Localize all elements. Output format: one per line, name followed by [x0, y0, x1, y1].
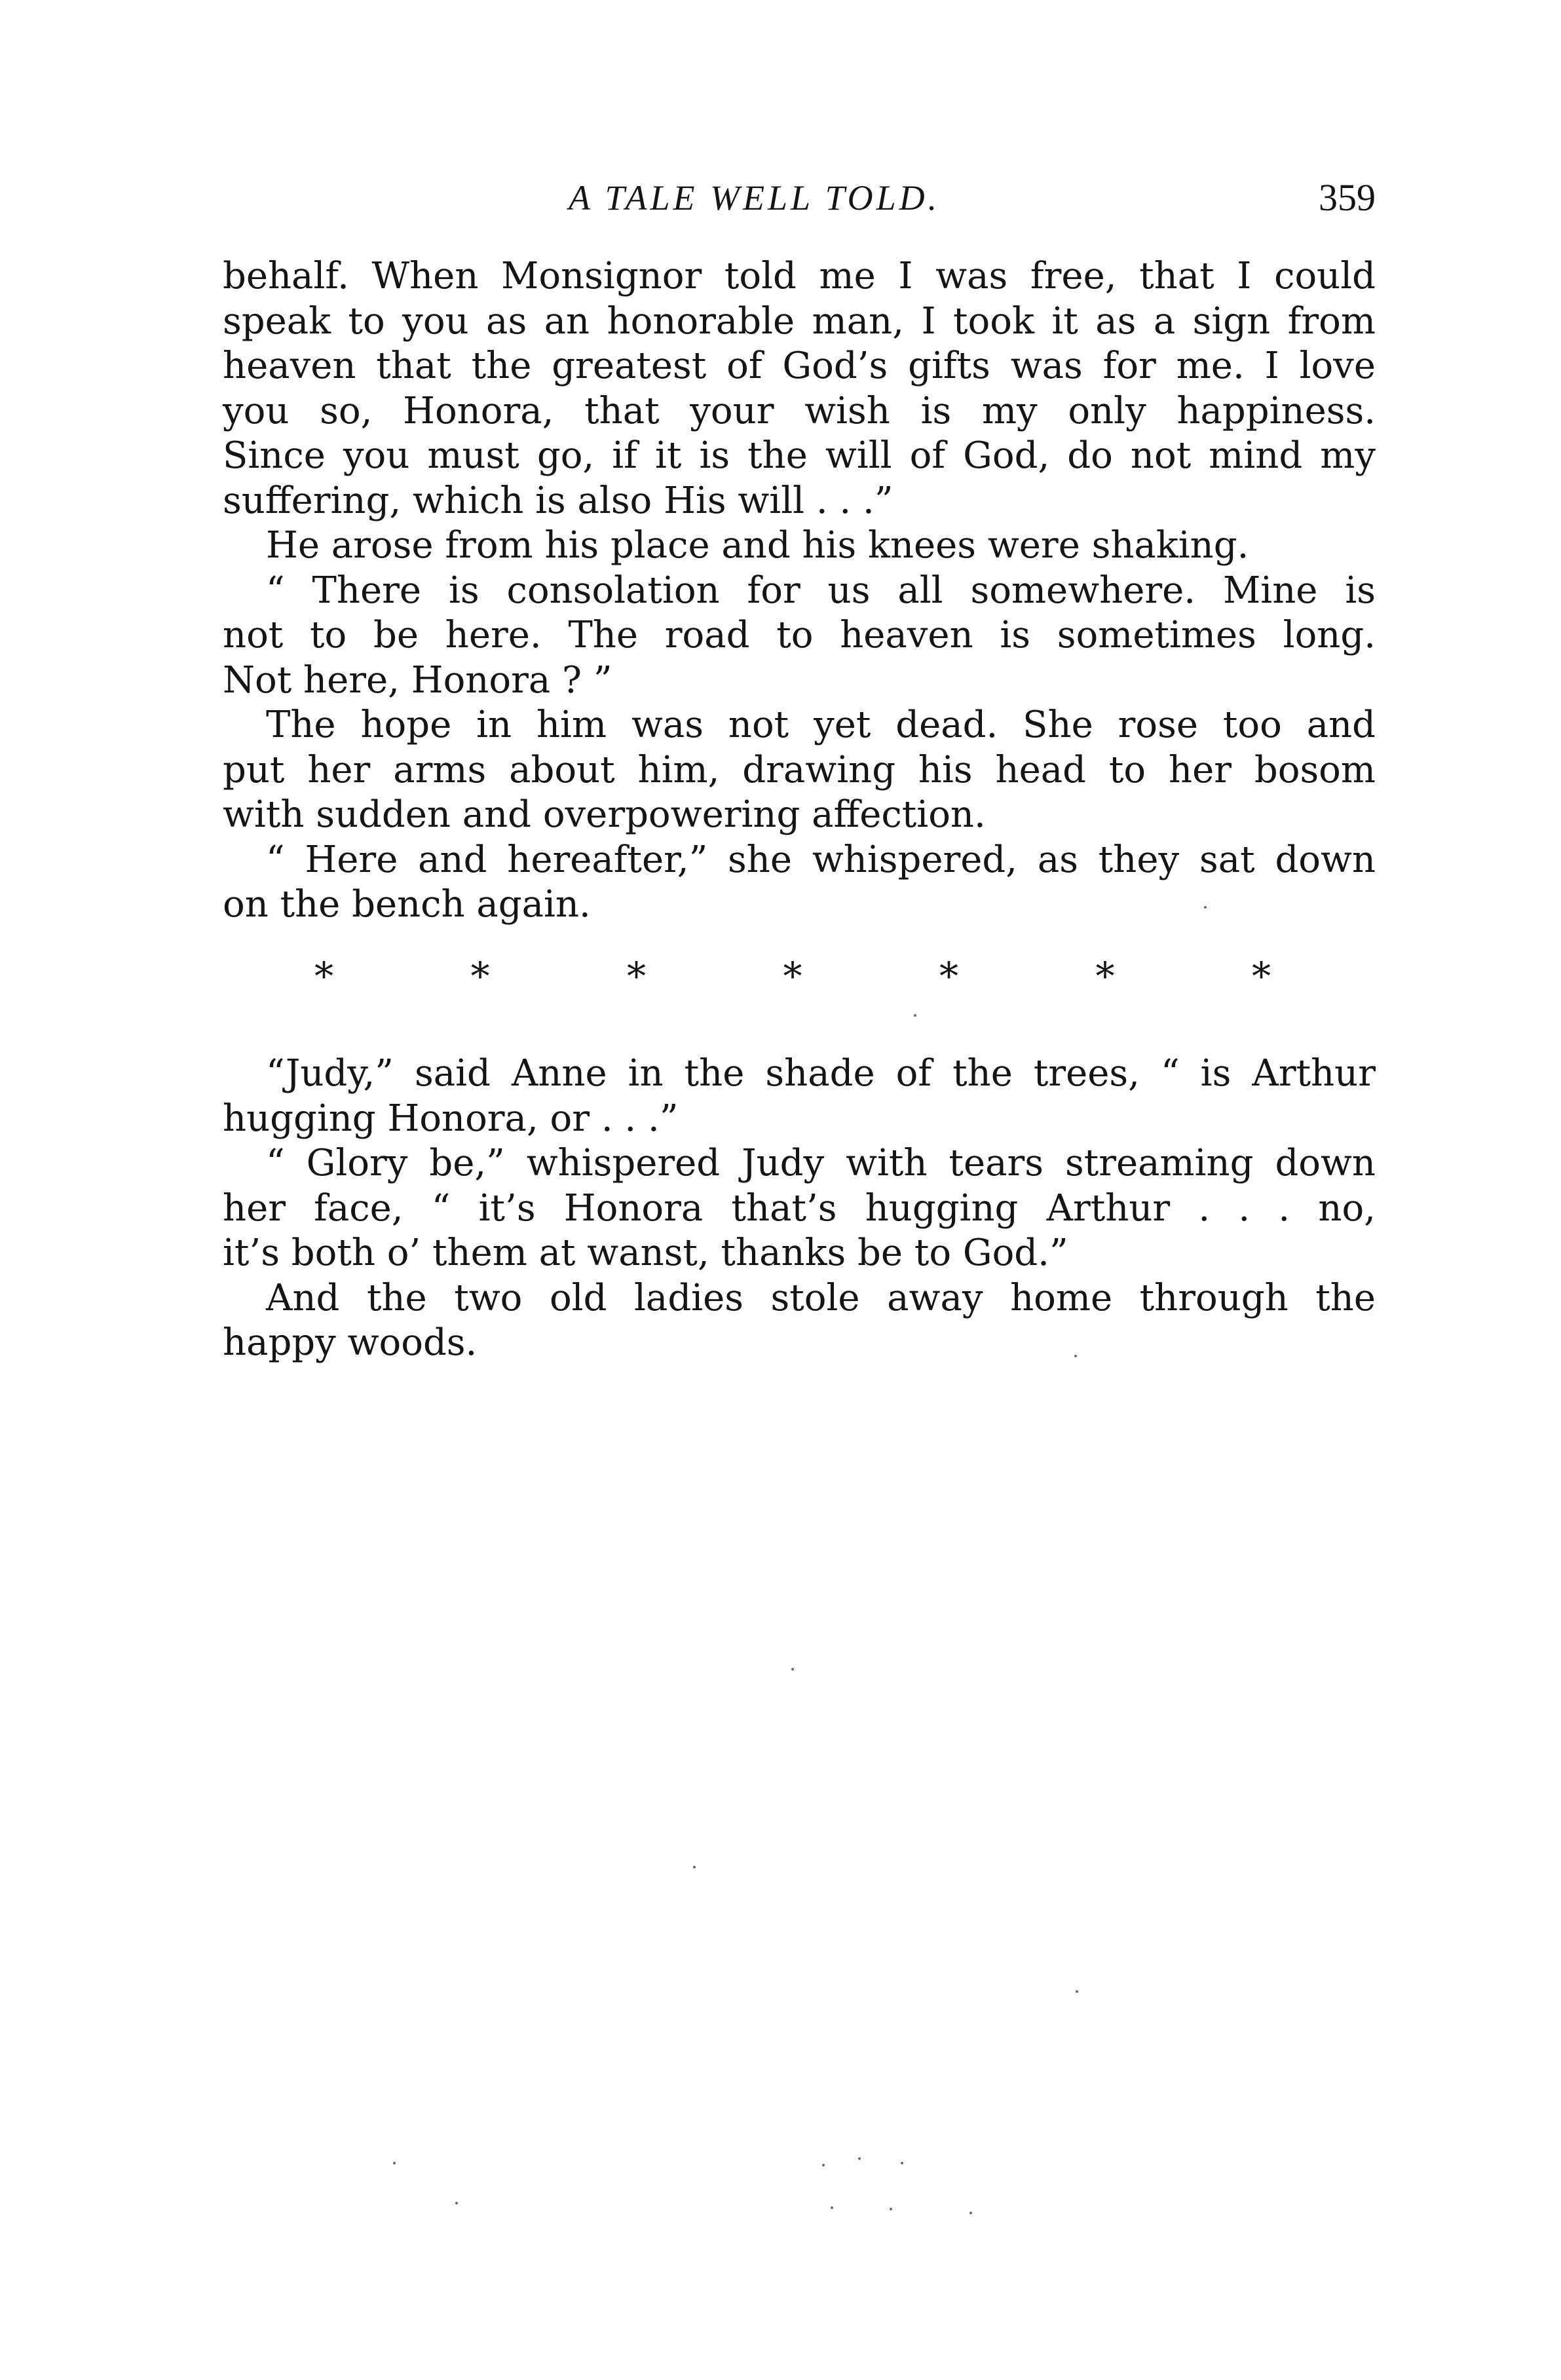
separator-star: *	[939, 954, 958, 998]
paper-speck	[455, 2202, 458, 2204]
running-head	[223, 172, 1376, 224]
text-line: “ There is consolation for us all somewhere. Mine is	[266, 569, 1376, 612]
paper-speck	[1074, 1355, 1077, 1357]
separator-star: *	[470, 954, 490, 998]
page-number: 359	[1319, 176, 1376, 219]
running-title: A TALE WELL TOLD.	[569, 178, 941, 217]
body-text-section-1	[223, 254, 1376, 928]
text-line: not to be here. The road to heaven is sometimes long.	[223, 614, 1376, 656]
text-line: with sudden and overpowering affection.	[223, 793, 986, 836]
paper-speck	[901, 2162, 903, 2164]
paper-speck	[822, 2164, 825, 2166]
paper-speck	[791, 1668, 794, 1671]
text-line: And the two old ladies stole away home through the	[266, 1276, 1376, 1319]
separator-star: *	[783, 954, 802, 998]
text-line: her face, “ it’s Honora that’s hugging Arthur . . . no,	[223, 1186, 1376, 1230]
text-line: heaven that the greatest of God’s gifts was for me. I love	[223, 345, 1376, 387]
paper-speck	[914, 1014, 916, 1017]
paper-speck	[393, 2162, 396, 2164]
text-line: you so, Honora, that your wish is my only happiness.	[223, 389, 1376, 432]
paper-speck	[890, 2208, 892, 2210]
text-line: suffering, which is also His will . . .”	[223, 479, 893, 522]
text-line: hugging Honora, or . . .”	[223, 1097, 679, 1140]
text-line: behalf. When Monsignor told me I was free, that I could	[223, 255, 1376, 297]
text-line: happy woods.	[223, 1321, 478, 1364]
text-line: put her arms about him, drawing his head to her bosom	[223, 748, 1376, 791]
text-line: He arose from his place and his knees were shaking.	[266, 524, 1249, 567]
text-line: Not here, Honora ? ”	[223, 658, 612, 702]
section-separator	[314, 950, 1271, 1002]
paper-speck	[858, 2157, 861, 2160]
paper-speck	[1204, 906, 1207, 909]
text-line: Since you must go, if it is the will of God, do not mind my	[223, 434, 1376, 477]
separator-star: *	[1095, 954, 1115, 998]
text-line: it’s both o’ them at wanst, thanks be to God.”	[223, 1232, 1068, 1274]
separator-star: *	[314, 954, 333, 998]
text-line: The hope in him was not yet dead. She rose too and	[266, 704, 1376, 746]
separator-star: *	[627, 954, 646, 998]
body-text-section-2	[223, 1051, 1376, 1366]
paper-speck	[969, 2212, 972, 2214]
text-line: “ Here and hereafter,” she whispered, as they sat down	[266, 838, 1376, 881]
paper-speck	[831, 2206, 833, 2209]
separator-star: *	[1252, 954, 1271, 998]
text-line: “ Glory be,” whispered Judy with tears streaming down	[266, 1142, 1376, 1184]
paper-speck	[1076, 1990, 1078, 1993]
paper-speck	[693, 1866, 696, 1868]
text-line: speak to you as an honorable man, I took it as a sign from	[223, 299, 1376, 343]
text-line: “Judy,” said Anne in the shade of the trees, “ is Arthur	[266, 1052, 1376, 1095]
text-line: on the bench again.	[223, 883, 591, 926]
